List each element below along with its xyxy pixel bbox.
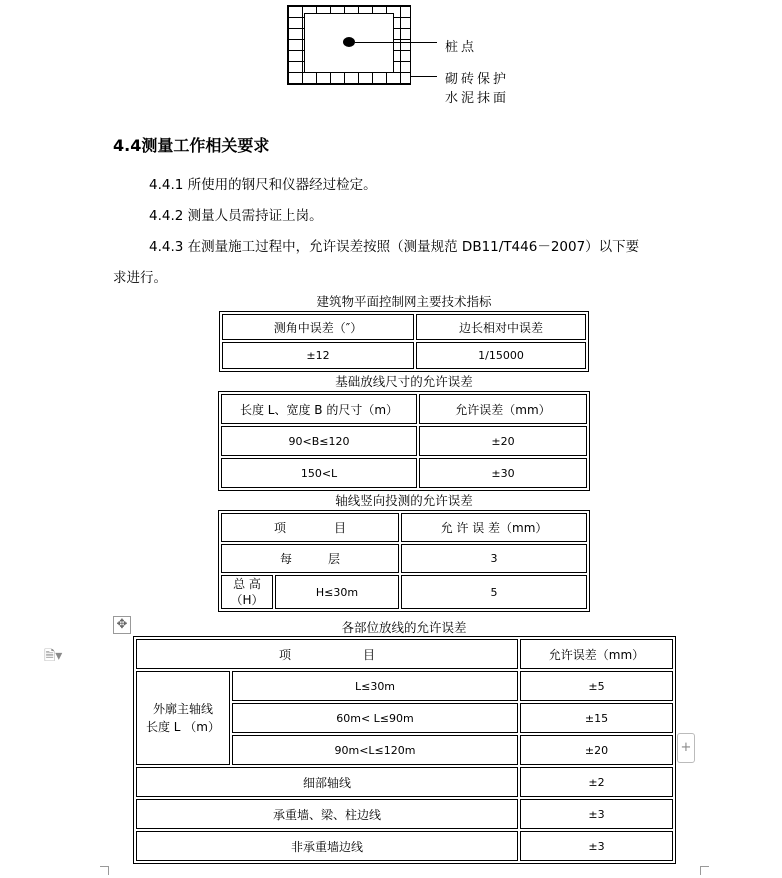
table2-cell: 150<L bbox=[221, 458, 417, 488]
page-corner-mark bbox=[100, 866, 109, 875]
document-icon[interactable]: 🗎▾ bbox=[44, 648, 63, 664]
table4-cell: ±5 bbox=[520, 671, 673, 701]
table2-header: 长度 L、宽度 B 的尺寸（m） bbox=[221, 394, 417, 424]
table2 bbox=[218, 391, 590, 491]
table1 bbox=[219, 311, 589, 372]
table2-caption: 基础放线尺寸的允许误差 bbox=[335, 374, 473, 389]
table4-cell: ±15 bbox=[520, 703, 673, 733]
table1-header: 边长相对中误差 bbox=[416, 314, 586, 340]
page-corner-mark bbox=[700, 866, 709, 875]
table1-caption: 建筑物平面控制网主要技术指标 bbox=[316, 294, 492, 309]
table3-row1-label: 每 层 bbox=[221, 544, 399, 573]
plaster-label: 水泥抹面 bbox=[445, 91, 510, 106]
table4-cell: L≤30m bbox=[232, 671, 518, 701]
table4-group-label bbox=[136, 671, 230, 765]
item-3: 4.4.3 在测量施工过程中，允许误差按照（测量规范 DB11/T446－2007）以下要 bbox=[149, 239, 640, 255]
table4-group-line2: 长度 L （m） bbox=[145, 720, 220, 734]
table3-caption: 轴线竖向投测的允许误差 bbox=[335, 493, 473, 508]
table2-cell: ±30 bbox=[419, 458, 587, 488]
table4-cell: 细部轴线 bbox=[136, 767, 518, 797]
stake-point-dot bbox=[343, 37, 355, 47]
table4-cell: 60m< L≤90m bbox=[232, 703, 518, 733]
table3-row2-label bbox=[221, 575, 273, 609]
table4-caption: 各部位放线的允许误差 bbox=[341, 620, 467, 635]
table4-cell: 非承重墙边线 bbox=[136, 831, 518, 861]
add-row-icon[interactable]: + bbox=[677, 733, 695, 763]
table3 bbox=[218, 510, 590, 612]
stake-leader-line bbox=[355, 42, 437, 43]
table4 bbox=[133, 636, 676, 864]
table4-header-item: 项 目 bbox=[136, 639, 518, 669]
item-3-cont: 求进行。 bbox=[113, 270, 167, 286]
brick-label: 砌砖保护 bbox=[445, 72, 510, 87]
table4-cell: ±3 bbox=[520, 799, 673, 829]
table3-header-item: 项 目 bbox=[221, 513, 399, 542]
table2-cell: ±20 bbox=[419, 426, 587, 456]
table4-cell: ±3 bbox=[520, 831, 673, 861]
table3-row1-val: 3 bbox=[401, 544, 587, 573]
table3-row2-val: 5 bbox=[401, 575, 587, 609]
table3-row2-label-line2: （H） bbox=[230, 593, 264, 607]
item-1: 4.4.1 所使用的钢尺和仪器经过检定。 bbox=[149, 177, 377, 193]
table4-cell: 承重墙、梁、柱边线 bbox=[136, 799, 518, 829]
table1-cell: ±12 bbox=[222, 342, 414, 369]
move-icon[interactable]: ✥ bbox=[113, 616, 131, 634]
table2-cell: 90<B≤120 bbox=[221, 426, 417, 456]
table4-cell: ±20 bbox=[520, 735, 673, 765]
table4-cell: 90m<L≤120m bbox=[232, 735, 518, 765]
table3-row2-label-line1: 总 高 bbox=[233, 577, 261, 591]
item-2: 4.4.2 测量人员需持证上岗。 bbox=[149, 208, 323, 224]
table1-header: 测角中误差（″） bbox=[222, 314, 414, 340]
stake-label: 桩点 bbox=[445, 40, 478, 55]
table3-row2-cond: H≤30m bbox=[275, 575, 399, 609]
table4-header-err: 允许误差（mm） bbox=[520, 639, 673, 669]
table2-header: 允许误差（mm） bbox=[419, 394, 587, 424]
table1-cell: 1/15000 bbox=[416, 342, 586, 369]
table4-cell: ±2 bbox=[520, 767, 673, 797]
section-title: 4.4测量工作相关要求 bbox=[113, 136, 270, 155]
table4-group-line1: 外廓主轴线 bbox=[152, 702, 213, 716]
table3-header-err: 允 许 误 差（mm） bbox=[401, 513, 587, 542]
brick-leader-line bbox=[411, 76, 437, 77]
